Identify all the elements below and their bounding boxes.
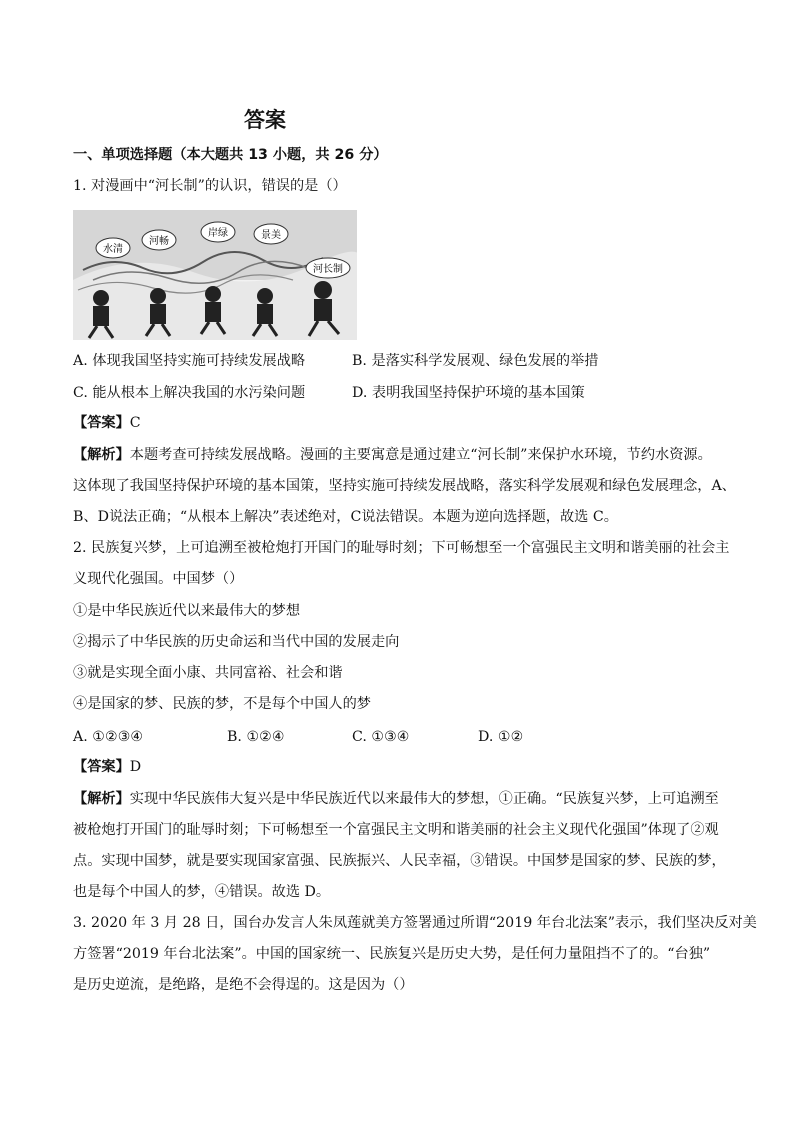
q1-option-a: A. 体现我国坚持实施可持续发展战略 (73, 353, 306, 369)
q3-stem-line-1: 3. 2020 年 3 月 28 日，国台办发言人朱凤莲就美方签署通过所谓“2019 年台北法案”表示，我们坚决反对美 (73, 915, 757, 931)
cartoon-label-1: 水清 (103, 244, 123, 255)
q2-answer (73, 757, 141, 777)
q3-stem-line-2: 方签署“2019 年台北法案”。中国的国家统一、民族复兴是历史大势，是任何力量阻挡不了的。“台独” (73, 946, 711, 962)
q2-analysis-line-4: 也是每个中国人的梦，④错误。故选 D。 (73, 884, 331, 900)
cartoon-label-5: 河长制 (313, 264, 343, 275)
answer-value: C (129, 415, 141, 431)
cartoon-label-4: 景美 (261, 230, 281, 241)
q2-option-c: C. ①③④ (352, 729, 410, 745)
cartoon-label-2: 河畅 (149, 236, 169, 247)
q2-analysis-line-2: 被枪炮打开国门的耻辱时刻；下可畅想至一个富强民主文明和谐美丽的社会主义现代化强国”体现了②观 (73, 822, 719, 838)
page-title: 答案 (244, 108, 286, 132)
analysis-tag: 【解析】 (73, 447, 130, 463)
analysis-text: 实现中华民族伟大复兴是中华民族近代以来最伟大的梦想，①正确。“民族复兴梦，上可追溯至 (129, 791, 719, 807)
q1-analysis-line-2: 这体现了我国坚持保护环境的基本国策，坚持实施可持续发展战略，落实科学发展观和绿色发展理念，A、 (73, 478, 736, 494)
q2-analysis-line-1 (73, 789, 719, 809)
q2-option-a: A. ①②③④ (73, 729, 144, 745)
q2-item-2: ②揭示了中华民族的历史命运和当代中国的发展走向 (73, 634, 400, 650)
river-chief-cartoon (73, 210, 357, 340)
q1-stem: 1. 对漫画中“河长制”的认识，错误的是（） (73, 178, 347, 194)
q2-analysis-line-3: 点。实现中国梦，就是要实现国家富强、民族振兴、人民幸福，③错误。中国梦是国家的梦、民族的梦， (73, 853, 726, 869)
q2-stem-line-1: 2. 民族复兴梦，上可追溯至被枪炮打开国门的耻辱时刻；下可畅想至一个富强民主文明和谐美丽的社会主 (73, 540, 730, 556)
analysis-text: 本题考查可持续发展战略。漫画的主要寓意是通过建立“河长制”来保护水环境，节约水资源。 (129, 447, 712, 463)
answer-tag: 【答案】 (73, 415, 130, 431)
q2-option-d: D. ①② (478, 729, 524, 745)
section-heading: 一、单项选择题（本大题共 13 小题，共 26 分） (73, 147, 388, 163)
q1-option-d: D. 表明我国坚持保护环境的基本国策 (352, 385, 585, 401)
answer-tag: 【答案】 (73, 759, 130, 775)
q2-option-b: B. ①②④ (227, 729, 285, 745)
analysis-tag: 【解析】 (73, 791, 130, 807)
q1-analysis-line-1 (73, 445, 712, 465)
q2-stem-line-2: 义现代化强国。中国梦（） (73, 571, 244, 587)
q2-item-4: ④是国家的梦、民族的梦，不是每个中国人的梦 (73, 696, 371, 712)
q1-option-c: C. 能从根本上解决我国的水污染问题 (73, 385, 306, 401)
q1-answer (73, 413, 141, 433)
cartoon-label-3: 岸绿 (208, 228, 228, 239)
q3-stem-line-3: 是历史逆流，是绝路，是绝不会得逞的。这是因为（） (73, 977, 414, 993)
q1-option-b: B. 是落实科学发展观、绿色发展的举措 (352, 353, 599, 369)
q2-item-3: ③就是实现全面小康、共同富裕、社会和谐 (73, 665, 343, 681)
q1-analysis-line-3: B、D说法正确；“从根本上解决”表述绝对，C说法错误。本题为逆向选择题，故选 C。 (73, 509, 618, 525)
answer-value: D (129, 759, 142, 775)
q2-item-1: ①是中华民族近代以来最伟大的梦想 (73, 603, 301, 619)
